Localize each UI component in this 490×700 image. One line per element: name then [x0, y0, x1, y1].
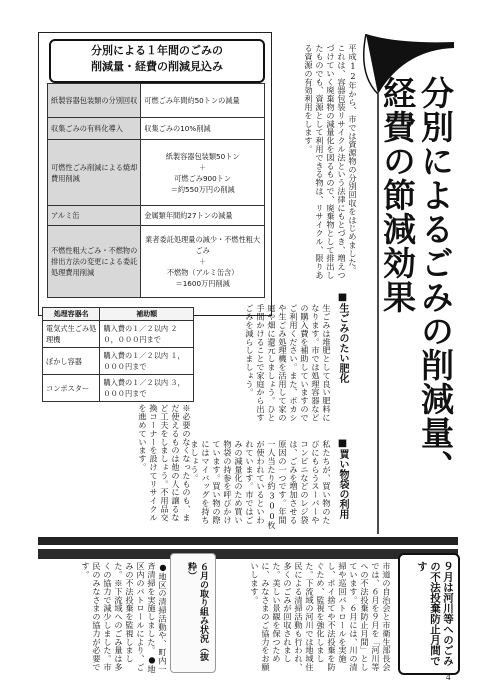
table-cell: 購入費の１／２以内 １，０００円まで — [100, 348, 194, 375]
subsidy-table — [42, 307, 194, 402]
value-line: 可燃ごみ900トン — [174, 173, 232, 183]
section-extra-text: ※必要のなくなったものも、まだ使えるものは他の人に譲るなど工夫をしましょう。不用品交換コーナーを設けてリサイクルを進めています。 — [138, 404, 192, 522]
table-row — [48, 118, 265, 140]
value-line: ＝1600万円削減 — [175, 279, 230, 288]
table-row — [43, 321, 194, 348]
column-header: 処理容器名 — [43, 308, 100, 321]
september-box — [398, 553, 460, 675]
table-cell: 可燃性ごみ削減による焼却費用削減 — [48, 140, 141, 206]
table-row — [43, 348, 194, 375]
table-cell: 電気式生ごみ処理機 — [43, 321, 100, 348]
table-cell: 不燃性粗大ごみ・不燃物の排出方法の変更による委託処理費用削減 — [48, 226, 141, 298]
value-line: 不燃物（アルミ缶含） — [166, 268, 239, 277]
june-text: ●地区の清掃活動や、町内一斉清掃を実施しました。●地区内のパトロールにより、ごみの不法投棄を監視しました。※下流域へのごみ量は多くの協力で減少しました。市民のみなさまの協力が必要です。 — [81, 562, 168, 673]
value-line: ＝約550万円の削減 — [170, 184, 235, 194]
section-divider — [38, 537, 458, 545]
summary-title — [49, 39, 265, 83]
table-header-row — [43, 308, 194, 321]
table-cell: コンポスター — [43, 375, 100, 402]
summary-title-line2: 削減量・経費の削減見込み — [91, 60, 223, 73]
page-number: 4 — [446, 672, 451, 682]
september-title: ９月は河川等へのごみの不法投棄防止月間です — [416, 561, 454, 666]
section-divider-band — [38, 549, 458, 559]
summary-title-line1: 分別による１年間のごみの — [91, 44, 223, 57]
table-row — [48, 206, 265, 226]
table-cell: 金属類年間約27トンの減量 — [141, 206, 265, 226]
river-text: 市道の自治会と市衛生部長会では、６月を９月を「河川等への不法投棄防止月間」としています。６月には、川の清掃や巡回パトロールを実施し、ポイ捨てや不法投棄を防ぐため、監視を強化しました。下流域の河川では地域住民による清掃活動も行われ、多くのごみが回収されました。美しい景観を保つために、みなさまのご協力をお願いします。 — [250, 562, 392, 672]
section-food-text: 生ごみは堆肥として良い肥料になります。市では処理容器などの購入費を補助していますのでご利用ください。また、ボカシや生ごみ処理機を活用して家の庭や畑に還元しましょう。ひと手間かけることで家庭から出すごみを減らしましょう。 — [245, 304, 332, 422]
value-line: ＋ — [199, 257, 207, 266]
summary-box — [38, 32, 272, 316]
section-shopping-text: 私たちが、買い物のたびにもらうスーパーやコンビニなどのレジ袋は、ごみを増加させる原因の一つです。年間一人当たり約300枚が使われているといわれています。市ではごみの減量化のため買い物袋の持参を呼びかけています。買い物の際にはマイバッグを持ちましょう。 — [190, 440, 332, 530]
table-cell: アルミ缶 — [48, 206, 141, 226]
section-food-heading: ■生ごみのたい肥化 — [337, 292, 348, 383]
table-cell — [141, 226, 265, 298]
column-header: 補助額 — [100, 308, 194, 321]
section-shopping-heading: ■買い物袋の利用 — [337, 438, 348, 519]
june-title: ６月の取り組み状況（抜粋） — [186, 562, 208, 661]
table-cell: 紙製容器包装類の分別回収 — [48, 84, 141, 118]
table-cell: 収集ごみの10%削減 — [141, 118, 265, 140]
table-cell — [141, 140, 265, 206]
table-cell: 収集ごみの有料化導入 — [48, 118, 141, 140]
june-box — [170, 553, 216, 673]
table-row — [43, 375, 194, 402]
table-cell: ぼかし容器 — [43, 348, 100, 375]
intro-text: 平成12年から、市では資源物の分別回収をはじめました。これは、容器包装リサイクル法という法律にもとづき、増えつづけていく廃棄物の減量化を図るもので、廃棄物として排出したものでも、資源として利用できる物は、リサイクル、限りある資源の有効利用をします。 — [304, 44, 358, 280]
table-cell: 購入費の１／２以内 ２０，０００円まで — [100, 321, 194, 348]
value-line: ＋ — [199, 162, 207, 172]
value-line: 業者委託処理量の減少・不燃性粗大ごみ — [145, 235, 261, 255]
main-title: 分別によるごみの削減量、経費の節減効果 — [378, 76, 455, 484]
summary-table — [47, 83, 265, 298]
table-row — [48, 226, 265, 298]
table-cell: 可燃ごみ年間約50トンの減量 — [141, 84, 265, 118]
table-row — [48, 84, 265, 118]
table-cell: 購入費の１／２以内 ３，０００円まで — [100, 375, 194, 402]
value-line: 紙製容器包装類50トン — [165, 151, 240, 161]
table-row — [48, 140, 265, 206]
